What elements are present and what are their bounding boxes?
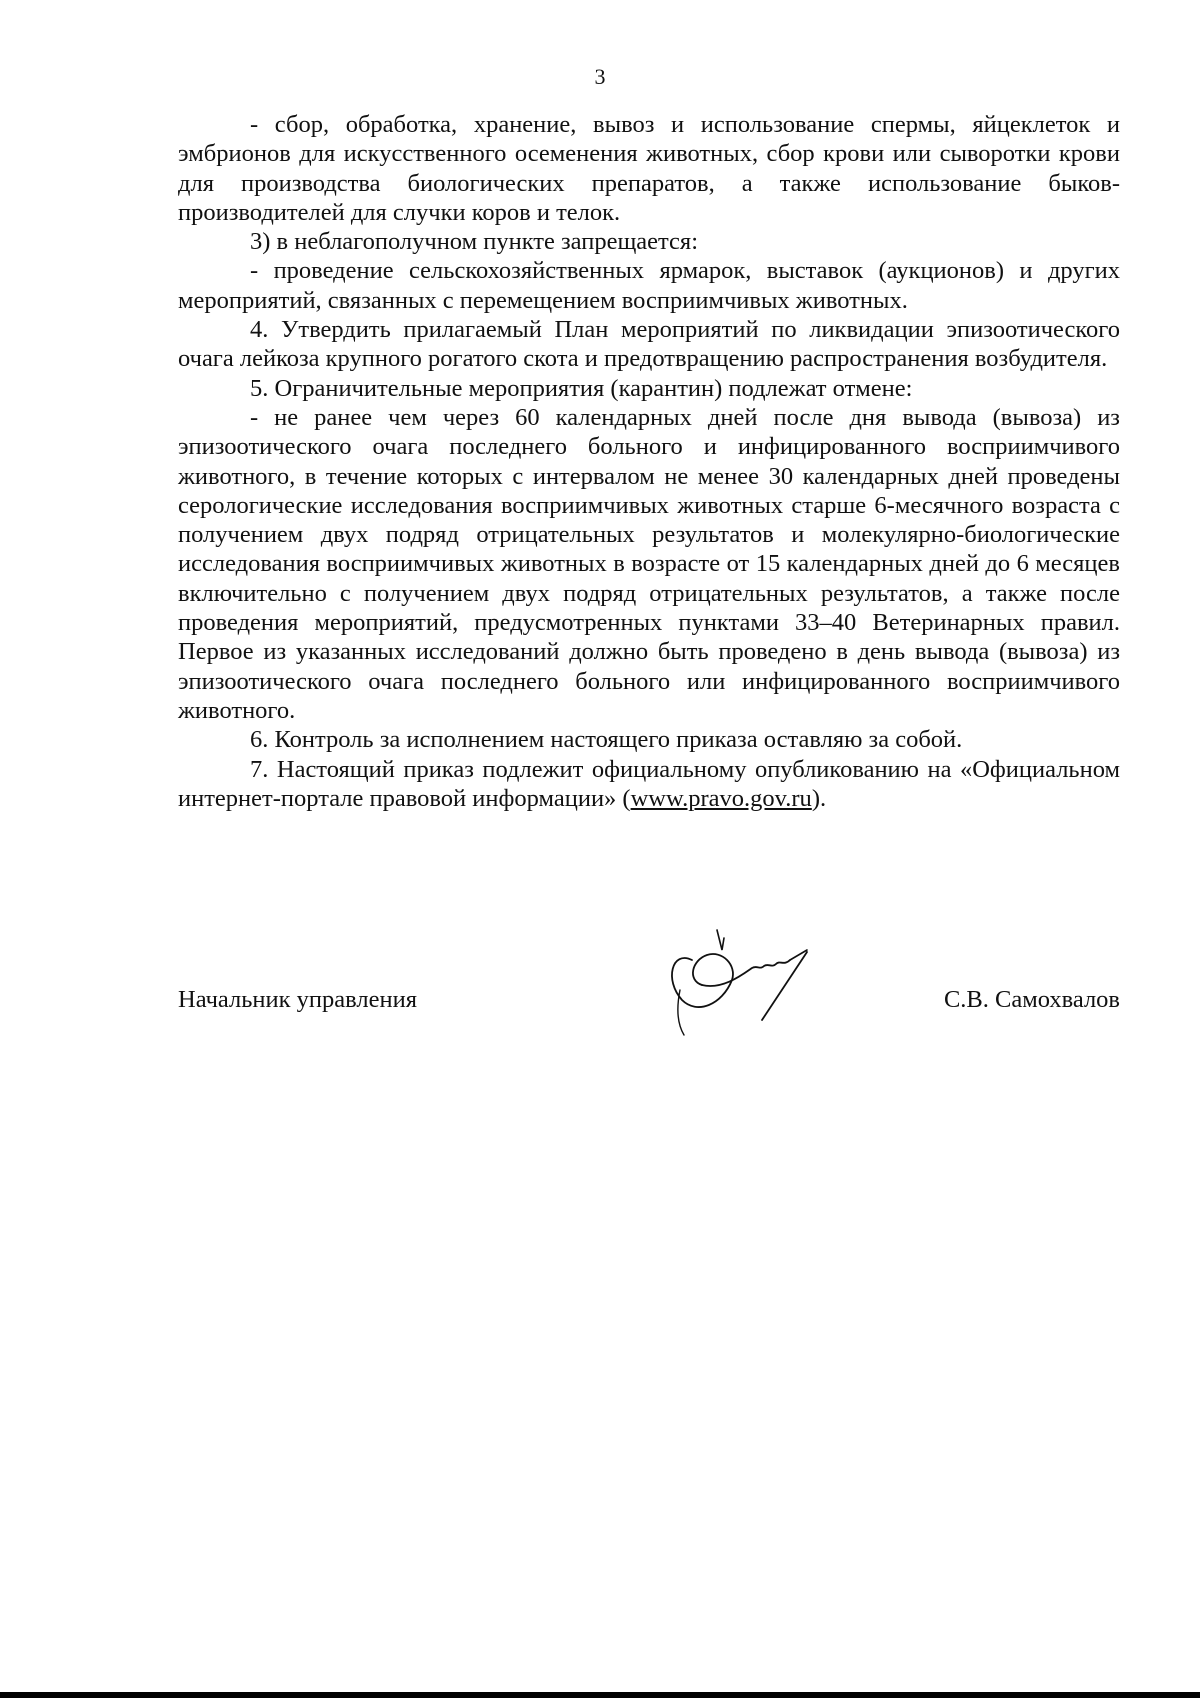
handwritten-signature bbox=[662, 920, 812, 1040]
page-number: 3 bbox=[594, 64, 606, 89]
paragraph-quarantine-conditions: - не ранее чем через 60 календарных дней после дня вывода (вывоза) из эпизоотического очага последнего больного и инфицированного восприимчивого животного, в течение которых с интервалом не менее 30 календарных дней проведены серологические исследования восприимчивых животных старше 6-месячного возраста с получением двух подряд отрицательных результатов и молекулярно-биологические исследования восприимчивых животных в возрасте от 15 календарных дней до 6 месяцев включительно с получением двух подряд отрицательных результатов, а также после проведения мероприятий, предусмотренных пунктами 33–40 Ветеринарных правил. Первое из указанных исследований должно быть проведено в день вывода (вывоза) из эпизоотического очага последнего больного или инфицированного восприимчивого животного. bbox=[178, 403, 1120, 724]
paragraph-semen-collection: - сбор, обработка, хранение, вывоз и использование спермы, яйцеклеток и эмбрионов для искусственного осеменения животных, сбор крови или сыворотки крови для производства биологических препаратов, а также использование быков-производителей для случки коров и телок. bbox=[178, 111, 1120, 226]
signature-row bbox=[178, 986, 1120, 1026]
signatory-name: С.В. Самохвалов bbox=[943, 986, 1120, 1013]
publication-text: 7. Настоящий приказ подлежит официальному опубликованию на «Официальном интернет-портале правовой информации» ( bbox=[178, 755, 1120, 812]
publication-suffix: ). bbox=[811, 784, 827, 812]
paragraph-approve-plan: 4. Утвердить прилагаемый План мероприятий по ликвидации эпизоотического очага лейкоза крупного рогатого скота и предотвращению распространения возбудителя. bbox=[178, 316, 1120, 373]
paragraph-publication bbox=[178, 755, 1120, 814]
paragraph-fairs-ban: - проведение сельскохозяйственных ярмарок, выставок (аукционов) и других мероприятий, связанных с перемещением восприимчивых животных. bbox=[178, 257, 1120, 314]
scan-bottom-edge bbox=[0, 1692, 1200, 1698]
paragraph-control: 6. Контроль за исполнением настоящего приказа оставляю за собой. bbox=[250, 726, 963, 754]
document-body bbox=[178, 110, 1120, 813]
signatory-title: Начальник управления bbox=[178, 986, 417, 1013]
paragraph-quarantine-cancel: 5. Ограничительные мероприятия (карантин) подлежат отмене: bbox=[250, 374, 913, 402]
paragraph-prohibitions-header: 3) в неблагополучном пункте запрещается: bbox=[250, 228, 699, 256]
pravo-gov-link[interactable]: www.pravo.gov.ru bbox=[630, 784, 812, 812]
